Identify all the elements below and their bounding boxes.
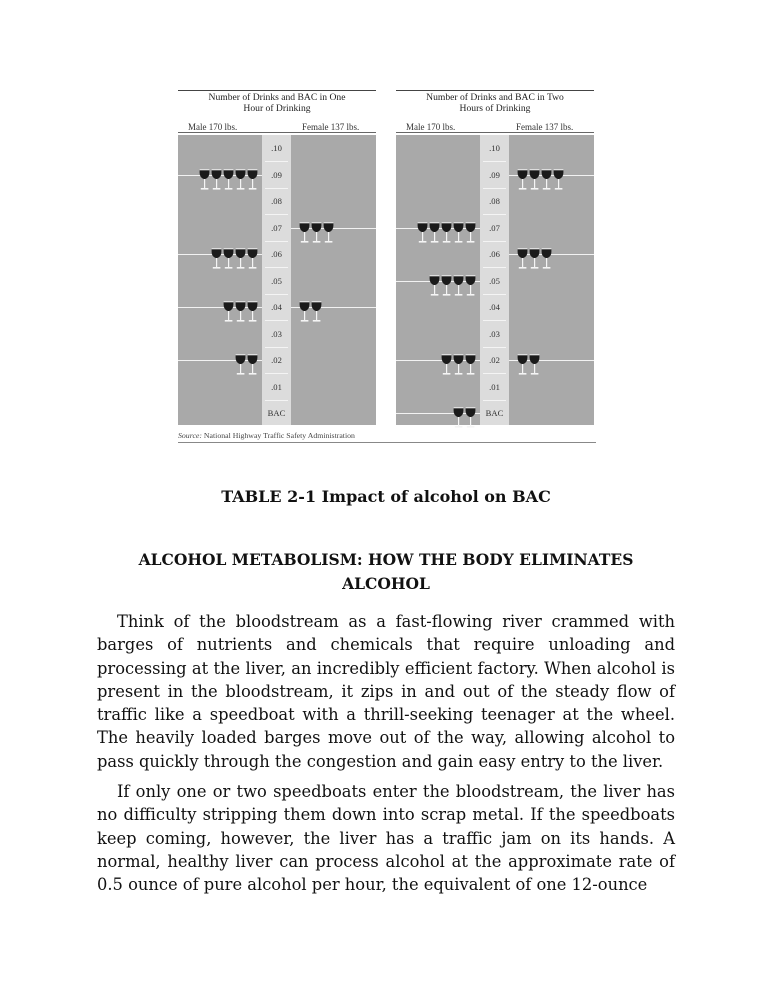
scale-separator — [265, 347, 288, 348]
wine-glass-icon — [453, 354, 464, 376]
scale-tick: .04 — [271, 302, 282, 312]
wine-glass-icon — [235, 248, 246, 270]
body-text — [97, 610, 675, 904]
scale-separator — [483, 214, 506, 215]
wine-glass-icon — [429, 222, 440, 244]
scale-tick: .03 — [271, 328, 282, 339]
wine-glass-icon — [247, 301, 258, 323]
wine-glass-icon — [453, 407, 464, 429]
wine-glass-icon — [417, 222, 428, 244]
wine-glass-icon — [247, 248, 258, 270]
scale-separator — [265, 214, 288, 215]
scale-tick: .01 — [271, 381, 282, 392]
drink-glasses — [441, 354, 476, 376]
bac-scale — [480, 135, 509, 425]
source-text: National Highway Traffic Safety Administration — [203, 431, 355, 440]
bac-scale — [262, 135, 291, 425]
wine-glass-icon — [235, 301, 246, 323]
table-caption: TABLE 2-1 Impact of alcohol on BAC — [221, 487, 551, 506]
wine-glass-icon — [223, 248, 234, 270]
panel-title-line-1: Number of Drinks and BAC in Two — [426, 92, 564, 103]
scale-tick: .06 — [489, 249, 500, 259]
panel-title-line-1: Number of Drinks and BAC in One — [208, 92, 346, 103]
wine-glass-icon — [441, 275, 452, 297]
wine-glass-icon — [299, 222, 310, 244]
scale-tick: .09 — [489, 169, 500, 180]
scale-tick: BAC — [485, 408, 504, 418]
scale-tick: .04 — [489, 302, 500, 312]
female-label: Female 137 lbs. — [516, 122, 574, 132]
wine-glass-icon — [199, 169, 210, 191]
scale-separator — [265, 400, 288, 401]
drink-glasses — [211, 248, 258, 270]
scale-separator — [483, 373, 506, 374]
panel-one-hour — [178, 88, 376, 434]
wine-glass-icon — [517, 169, 528, 191]
scale-separator — [483, 294, 506, 295]
section-heading-line-2: ALCOHOL — [342, 574, 430, 593]
female-column — [291, 135, 376, 425]
drink-glasses — [517, 169, 564, 191]
source-label: Source: — [178, 431, 202, 440]
scale-tick: .01 — [489, 381, 500, 392]
wine-glass-icon — [453, 222, 464, 244]
panel-title — [178, 92, 376, 114]
wine-glass-icon — [541, 248, 552, 270]
paragraph: If only one or two speedboats enter the bloodstream, the liver has no difficulty stripping them down into scrap metal. If the speedboats keep coming, however, the liver has a traffic jam on its hands. A normal, healthy liver can process alcohol at the approximate rate of 0.5 ounce of pure alcohol per hour, the equivalent of one 12-ounce — [97, 782, 675, 895]
scale-tick: .07 — [271, 222, 282, 233]
scale-tick: .10 — [489, 143, 500, 153]
scale-separator — [265, 188, 288, 189]
header-rule — [178, 132, 376, 133]
wine-glass-icon — [453, 275, 464, 297]
scale-tick: .03 — [489, 328, 500, 339]
drink-glasses — [517, 354, 540, 376]
wine-glass-icon — [441, 222, 452, 244]
scale-separator — [483, 320, 506, 321]
wine-glass-icon — [541, 169, 552, 191]
wine-glass-icon — [247, 169, 258, 191]
scale-tick: .05 — [489, 275, 500, 286]
wine-glass-icon — [465, 354, 476, 376]
scale-tick: .08 — [271, 196, 282, 206]
scale-tick: .02 — [271, 355, 282, 365]
panel-two-hours — [396, 88, 594, 434]
scale-separator — [265, 320, 288, 321]
drink-glasses — [199, 169, 258, 191]
drink-glasses — [429, 275, 476, 297]
scale-tick: .08 — [489, 196, 500, 206]
section-heading-line-1: ALCOHOL METABOLISM: HOW THE BODY ELIMINATES — [138, 550, 634, 569]
wine-glass-icon — [311, 222, 322, 244]
scale-tick: .07 — [489, 222, 500, 233]
wine-glass-icon — [529, 248, 540, 270]
panel-title-line-2: Hours of Drinking — [459, 103, 531, 114]
scale-separator — [483, 188, 506, 189]
wine-glass-icon — [441, 354, 452, 376]
section-heading — [130, 548, 642, 596]
scale-tick: .05 — [271, 275, 282, 286]
male-label: Male 170 lbs. — [188, 122, 238, 132]
wine-glass-icon — [465, 407, 476, 429]
panel-top-rule — [178, 90, 376, 91]
wine-glass-icon — [311, 301, 322, 323]
scale-separator — [483, 241, 506, 242]
scale-separator — [483, 161, 506, 162]
wine-glass-icon — [211, 248, 222, 270]
drink-glasses — [223, 301, 258, 323]
paragraph: Think of the bloodstream as a fast-flowing river crammed with barges of nutrients and chemicals that require unloading and processing at the liver, an incredibly efficient factory. When alcohol is present in the bloodstream, it zips in and out of the steady flow of traffic like a speedboat with a thrill-seeking teenager at the wheel. The heavily loaded barges move out of the way, allowing alcohol to pass quickly through the congestion and gain easy entry to the liver. — [97, 612, 675, 771]
drink-glasses — [299, 222, 334, 244]
scale-tick: .10 — [271, 143, 282, 153]
male-label: Male 170 lbs. — [406, 122, 456, 132]
panel-title — [396, 92, 594, 114]
scale-tick: .06 — [271, 249, 282, 259]
scale-tick: .09 — [271, 169, 282, 180]
scale-tick: BAC — [267, 408, 286, 418]
scale-separator — [265, 373, 288, 374]
wine-glass-icon — [235, 354, 246, 376]
scale-separator — [483, 267, 506, 268]
drink-glasses — [299, 301, 322, 323]
wine-glass-icon — [429, 275, 440, 297]
wine-glass-icon — [299, 301, 310, 323]
wine-glass-icon — [517, 248, 528, 270]
drink-glasses — [517, 248, 552, 270]
drink-glasses — [417, 222, 476, 244]
scale-separator — [483, 400, 506, 401]
wine-glass-icon — [529, 354, 540, 376]
drink-glasses — [235, 354, 258, 376]
wine-glass-icon — [247, 354, 258, 376]
scale-separator — [265, 294, 288, 295]
scale-separator — [265, 241, 288, 242]
wine-glass-icon — [223, 301, 234, 323]
bac-figure — [178, 88, 596, 446]
header-rule — [396, 132, 594, 133]
wine-glass-icon — [323, 222, 334, 244]
wine-glass-icon — [211, 169, 222, 191]
female-label: Female 137 lbs. — [302, 122, 360, 132]
panel-title-line-2: Hour of Drinking — [243, 103, 311, 114]
wine-glass-icon — [223, 169, 234, 191]
wine-glass-icon — [517, 354, 528, 376]
drink-glasses — [453, 407, 476, 429]
wine-glass-icon — [465, 222, 476, 244]
figure-source — [178, 431, 355, 440]
scale-separator — [265, 267, 288, 268]
scale-separator — [265, 161, 288, 162]
scale-tick: .02 — [489, 355, 500, 365]
wine-glass-icon — [465, 275, 476, 297]
scale-separator — [483, 347, 506, 348]
wine-glass-icon — [553, 169, 564, 191]
panel-top-rule — [396, 90, 594, 91]
wine-glass-icon — [529, 169, 540, 191]
figure-bottom-rule — [178, 442, 596, 443]
wine-glass-icon — [235, 169, 246, 191]
